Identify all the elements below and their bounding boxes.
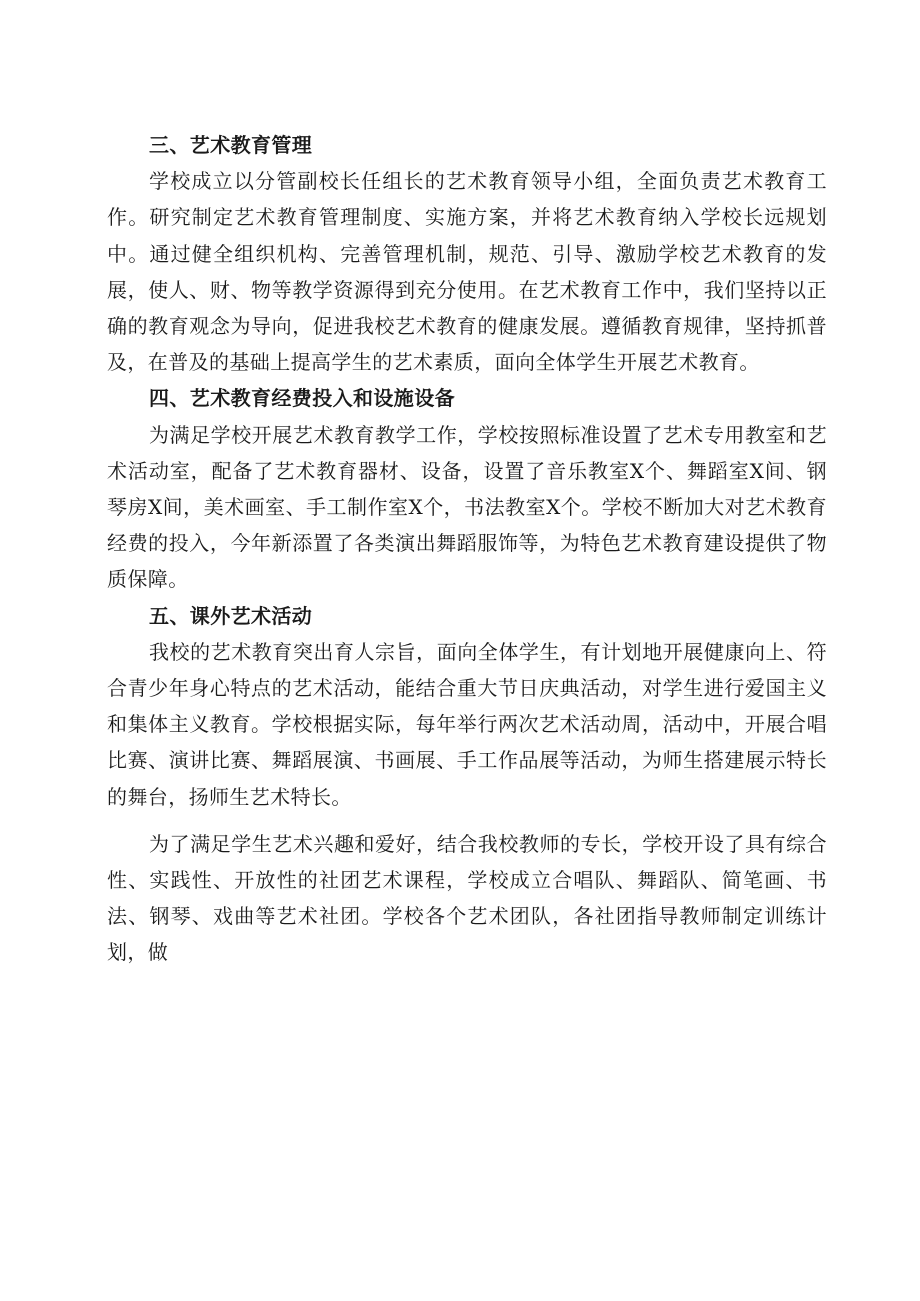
section-heading-funding-facilities: 四、艺术教育经费投入和设施设备 <box>149 386 455 411</box>
paragraph-arts-management: 学校成立以分管副校长任组长的艺术教育领导小组，全面负责艺术教育工作。研究制定艺术教育管理制度、实施方案，并将艺术教育纳入学校长远规划中。通过健全组织机构、完善管理机制，规范、引导、激励学校艺术教育的发展，使人、财、物等教学资源得到充分使用。在艺术教育工作中，我们坚持以正确的教育观念为导向，促进我校艺术教育的健康发展。遵循教育规律，坚持抓普及，在普及的基础上提高学生的艺术素质，面向全体学生开展艺术教育。 <box>107 169 827 375</box>
section-heading-arts-management: 三、艺术教育管理 <box>149 133 313 157</box>
document-body <box>107 127 827 971</box>
paragraph-funding-facilities: 为满足学校开展艺术教育教学工作，学校按照标准设置了艺术专用教室和艺术活动室，配备了艺术教育器材、设备，设置了音乐教室X个、舞蹈室X间、钢琴房X间，美术画室、手工制作室X个，书法教室X个。学校不断加大对艺术教育经费的投入，今年新添置了各类演出舞蹈服饰等，为特色艺术教育建设提供了物质保障。 <box>107 422 827 592</box>
paragraph-extracurricular-1: 我校的艺术教育突出育人宗旨，面向全体学生，有计划地开展健康向上、符合青少年身心特点的艺术活动，能结合重大节日庆典活动，对学生进行爱国主义和集体主义教育。学校根据实际，每年举行两次艺术活动周，活动中，开展合唱比赛、演讲比赛、舞蹈展演、书画展、手工作品展等活动，为师生搭建展示特长的舞台，扬师生艺术特长。 <box>107 639 827 809</box>
section-heading-extracurricular: 五、课外艺术活动 <box>149 603 313 628</box>
paragraph-extracurricular-2: 为了满足学生艺术兴趣和爱好，结合我校教师的专长，学校开设了具有综合性、实践性、开放性的社团艺术课程，学校成立合唱队、舞蹈队、简笔画、书法、钢琴、戏曲等艺术社团。学校各个艺术团队，各社团指导教师制定训练计划，做 <box>107 831 827 965</box>
